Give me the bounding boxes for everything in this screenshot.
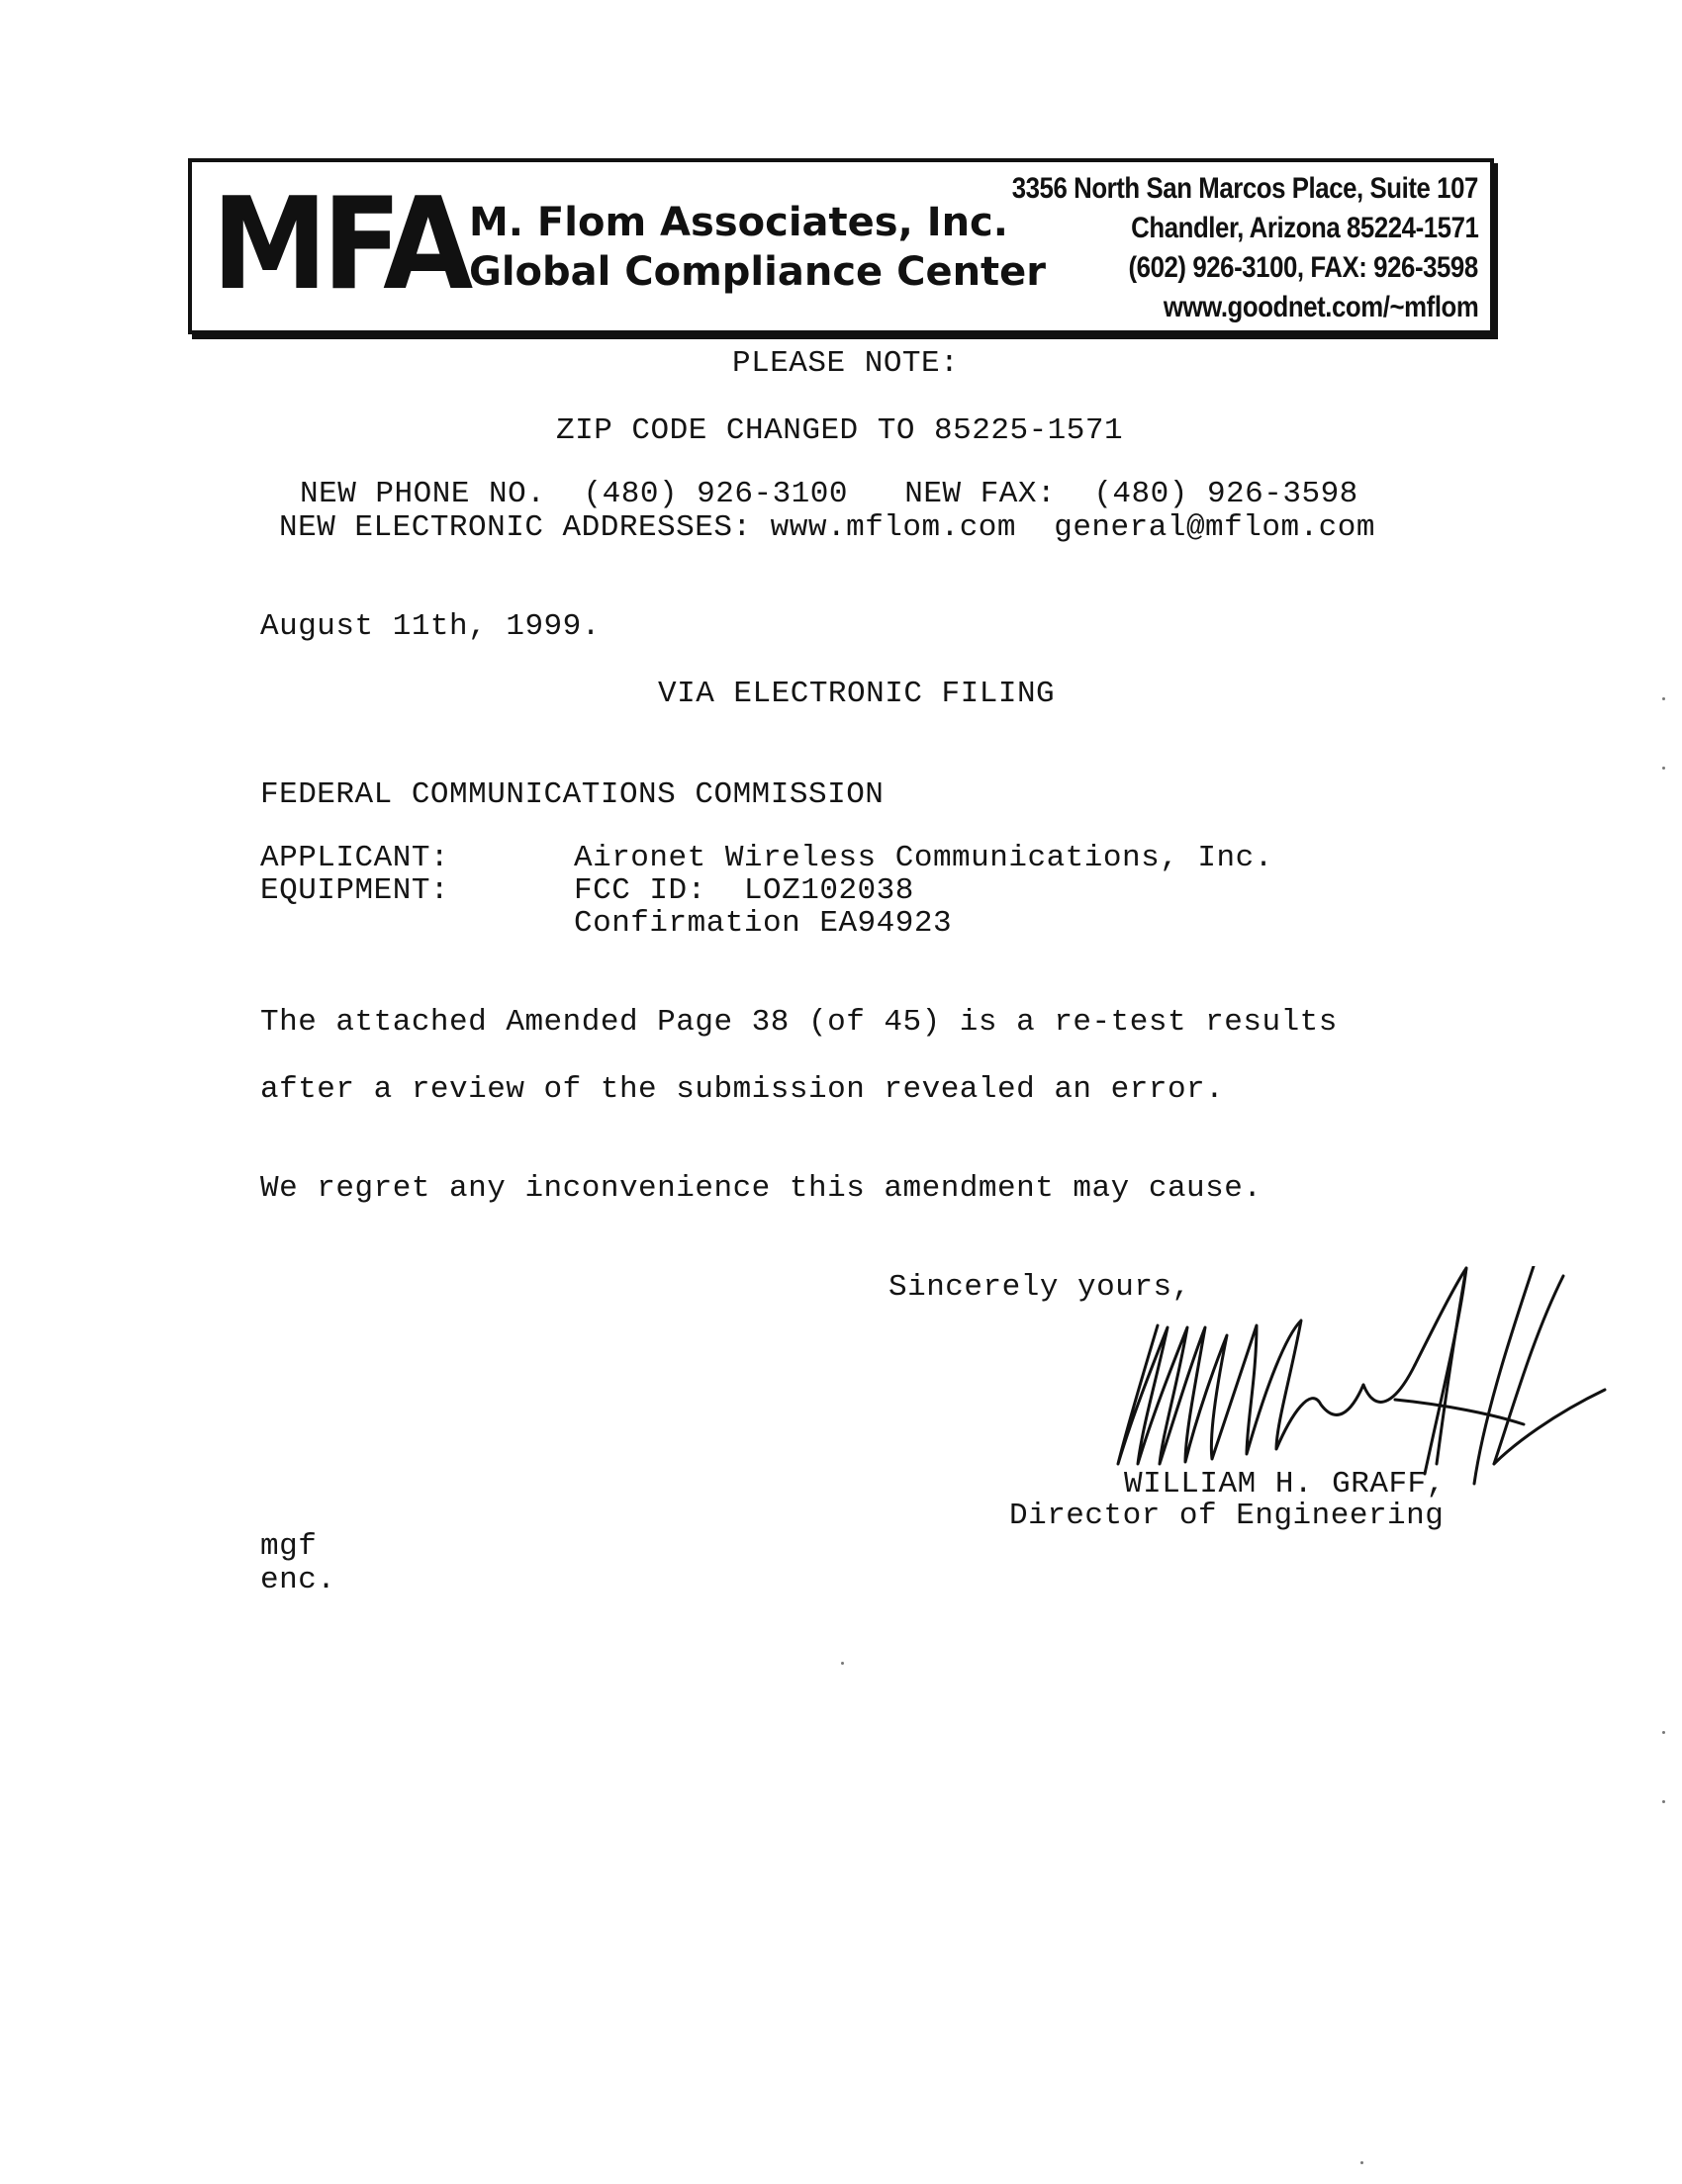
address-line: www.goodnet.com/~mflom <box>1163 291 1478 323</box>
signer-name: WILLIAM H. GRAFF, <box>1124 1467 1446 1502</box>
filing-method: VIA ELECTRONIC FILING <box>658 677 1056 711</box>
new-electronic-line: NEW ELECTRONIC ADDRESSES: www.mflom.com general@mflom.com <box>279 510 1375 545</box>
field-value-applicant: Aironet Wireless Communications, Inc. <box>574 841 1273 875</box>
typist-initials: mgf <box>260 1529 318 1564</box>
company-tagline: Global Compliance Center <box>469 249 1047 295</box>
notice-heading: PLEASE NOTE: <box>732 346 960 381</box>
scan-speck <box>1662 1731 1665 1734</box>
scan-speck <box>1662 767 1665 770</box>
new-phone-line: NEW PHONE NO. (480) 926-3100 NEW FAX: (480) 926-3598 <box>300 477 1358 511</box>
letterhead <box>188 158 1494 334</box>
field-value-fcc-id: FCC ID: LOZ102038 <box>574 873 914 908</box>
enclosure-note: enc. <box>260 1563 336 1597</box>
address-line: (602) 926-3100, FAX: 926-3598 <box>1128 251 1478 284</box>
scan-speck <box>1662 1800 1665 1803</box>
field-label-equipment: EQUIPMENT: <box>260 873 450 908</box>
scan-speck <box>841 1662 844 1665</box>
field-label-applicant: APPLICANT: <box>260 841 450 875</box>
signature <box>1098 1266 1613 1494</box>
address-line: 3356 North San Marcos Place, Suite 107 <box>1011 172 1478 205</box>
company-name: M. Flom Associates, Inc. <box>469 200 1008 245</box>
closing: Sincerely yours, <box>888 1270 1191 1305</box>
signer-title: Director of Engineering <box>1009 1499 1445 1533</box>
company-logo: MFA <box>212 171 468 318</box>
body-paragraph-line: We regret any inconvenience this amendment may cause. <box>260 1171 1262 1206</box>
scan-speck <box>1360 2161 1363 2164</box>
letter-date: August 11th, 1999. <box>260 609 601 644</box>
scan-speck <box>1662 697 1665 700</box>
zip-change-line: ZIP CODE CHANGED TO 85225-1571 <box>556 413 1124 448</box>
body-paragraph-line: The attached Amended Page 38 (of 45) is a re-test results <box>260 1005 1338 1040</box>
recipient: FEDERAL COMMUNICATIONS COMMISSION <box>260 777 885 812</box>
address-line: Chandler, Arizona 85224-1571 <box>1130 212 1478 244</box>
body-paragraph-line: after a review of the submission revealed an error. <box>260 1072 1225 1107</box>
field-value-confirmation: Confirmation EA94923 <box>574 906 953 941</box>
